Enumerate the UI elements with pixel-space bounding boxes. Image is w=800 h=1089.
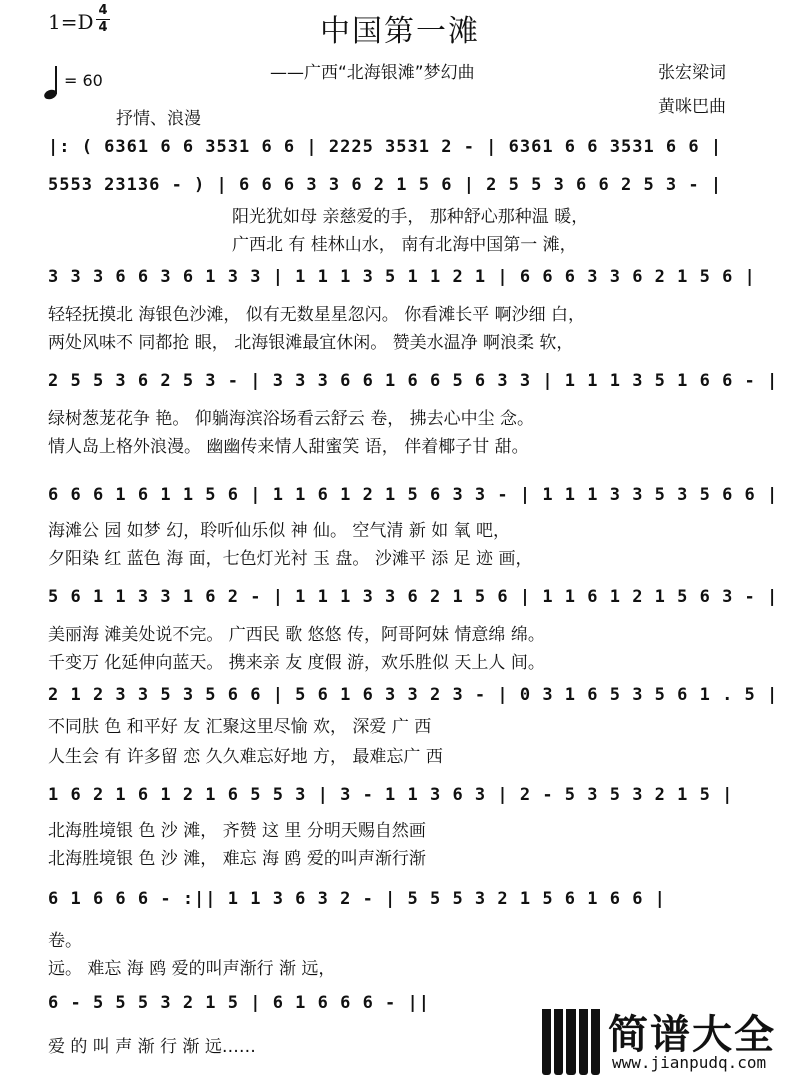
meter-bottom: 4: [98, 20, 108, 35]
quarter-note-icon: [44, 66, 58, 100]
lyric-verse-2: 千变万 化延伸向蓝天。 携来亲 友 度假 游，欢乐胜似 天上人 间。: [48, 653, 545, 673]
key-signature: 1=D: [48, 10, 94, 34]
lyric-verse-1: 海滩公 园 如梦 幻，聆听仙乐似 神 仙。 空气清 新 如 氧 吧，: [48, 521, 511, 541]
piano-keys-icon: [542, 1009, 600, 1075]
lyric-verse-2: 两处风味不 同都抢 眼， 北海银滩最宜休闲。 赞美水温净 啊浪柔 软，: [48, 333, 574, 353]
watermark-name: 简谱大全: [608, 1012, 776, 1058]
notation-line: 2 1 2 3 3 5 3 5 6 6 | 5 6 1 6 3 3 2 3 - | 0 3 1 6 5 3 5 6 1 . 5 |: [48, 685, 779, 705]
lyric-verse-2: 情人岛上格外浪漫。 幽幽传来情人甜蜜笑 语， 伴着椰子甘 甜。: [48, 437, 529, 457]
song-subtitle: ——广西“北海银滩”梦幻曲: [270, 63, 475, 83]
lyric-verse-1: 轻轻抚摸北 海银色沙滩， 似有无数星星忽闪。 你看滩长平 啊沙细 白，: [48, 305, 586, 325]
watermark-url: www.jianpudq.com: [612, 1053, 767, 1072]
music-row: [48, 682, 778, 708]
lyric-verse-1: 阳光犹如母 亲慈爱的手， 那种舒心那种温 暖，: [232, 207, 589, 227]
notation-line: 6 1 6 6 6 - :|| 1 1 3 6 3 2 - | 5 5 5 3 2 1 5 6 1 6 6 |: [48, 889, 666, 909]
lyric-final: 爱 的 叫 声 渐 行 渐 远……: [48, 1037, 256, 1057]
lyricist-credit: 张宏梁词: [658, 63, 726, 83]
lyric-verse-1: 卷。: [48, 931, 82, 951]
lyric-verse-2: 北海胜境银 色 沙 滩， 难忘 海 鸥 爱的叫声渐行渐: [48, 849, 426, 869]
notation-line: 1 6 2 1 6 1 2 1 6 5 5 3 | 3 - 1 1 3 6 3 | 2 - 5 3 5 3 2 1 5 |: [48, 785, 734, 805]
tempo-value: = 60: [64, 71, 103, 90]
music-row: [48, 886, 778, 912]
music-row: [48, 264, 778, 290]
site-watermark: [542, 1003, 792, 1083]
lyric-verse-1: 不同肤 色 和平好 友 汇聚这里尽愉 欢， 深爱 广 西: [48, 717, 432, 737]
notation-line: 5553 23136 - ) | 6 6 6 3 3 6 2 1 5 6 | 2 5 5 3 6 6 2 5 3 - |: [48, 175, 723, 195]
meter-top: 4: [98, 3, 108, 18]
notation-line: 2 5 5 3 6 2 5 3 - | 3 3 3 6 6 1 6 6 5 6 3 3 | 1 1 1 3 5 1 6 6 - |: [48, 371, 779, 391]
lyric-verse-1: 美丽海 滩美处说不完。 广西民 歌 悠悠 传，阿哥阿妹 情意绵 绵。: [48, 625, 545, 645]
notation-line: 6 - 5 5 5 3 2 1 5 | 6 1 6 6 6 - ||: [48, 993, 430, 1013]
notation-line: 6 6 6 1 6 1 1 5 6 | 1 1 6 1 2 1 5 6 3 3 - | 1 1 1 3 3 5 3 5 6 6 |: [48, 485, 779, 505]
notation-line: 5 6 1 1 3 3 1 6 2 - | 1 1 1 3 3 6 2 1 5 6 | 1 1 6 1 2 1 5 6 3 - |: [48, 587, 779, 607]
lyric-verse-2: 夕阳染 红 蓝色 海 面，七色灯光衬 玉 盘。 沙滩平 添 足 迹 画，: [48, 549, 533, 569]
lyric-verse-1: 绿树葱茏花争 艳。 仰躺海滨浴场看云舒云 卷， 拂去心中尘 念。: [48, 409, 535, 429]
notation-line: |: ( 6361 6 6 3531 6 6 | 2225 3531 2 - | 6361 6 6 3531 6 6 |: [48, 137, 723, 157]
music-row: [48, 782, 778, 808]
lyric-verse-2: 远。 难忘 海 鸥 爱的叫声渐行 渐 远，: [48, 959, 336, 979]
music-row: [48, 584, 778, 610]
lyric-verse-2: 广西北 有 桂林山水， 南有北海中国第一 滩，: [232, 235, 577, 255]
music-row: [48, 482, 778, 508]
song-title: 中国第一滩: [320, 14, 480, 49]
notation-line: 3 3 3 6 6 3 6 1 3 3 | 1 1 1 3 5 1 1 2 1 | 6 6 6 3 3 6 2 1 5 6 |: [48, 267, 756, 287]
music-row: [48, 368, 778, 394]
music-row: [48, 134, 778, 160]
music-row: [48, 172, 778, 198]
lyric-verse-2: 人生会 有 许多留 恋 久久难忘好地 方， 最难忘广 西: [48, 747, 443, 767]
lyric-verse-1: 北海胜境银 色 沙 滩， 齐赞 这 里 分明天赐自然画: [48, 821, 426, 841]
expression-marking: 抒情、浪漫: [116, 109, 201, 129]
composer-credit: 黄咪巴曲: [658, 97, 726, 117]
tempo-marking: [44, 66, 103, 100]
